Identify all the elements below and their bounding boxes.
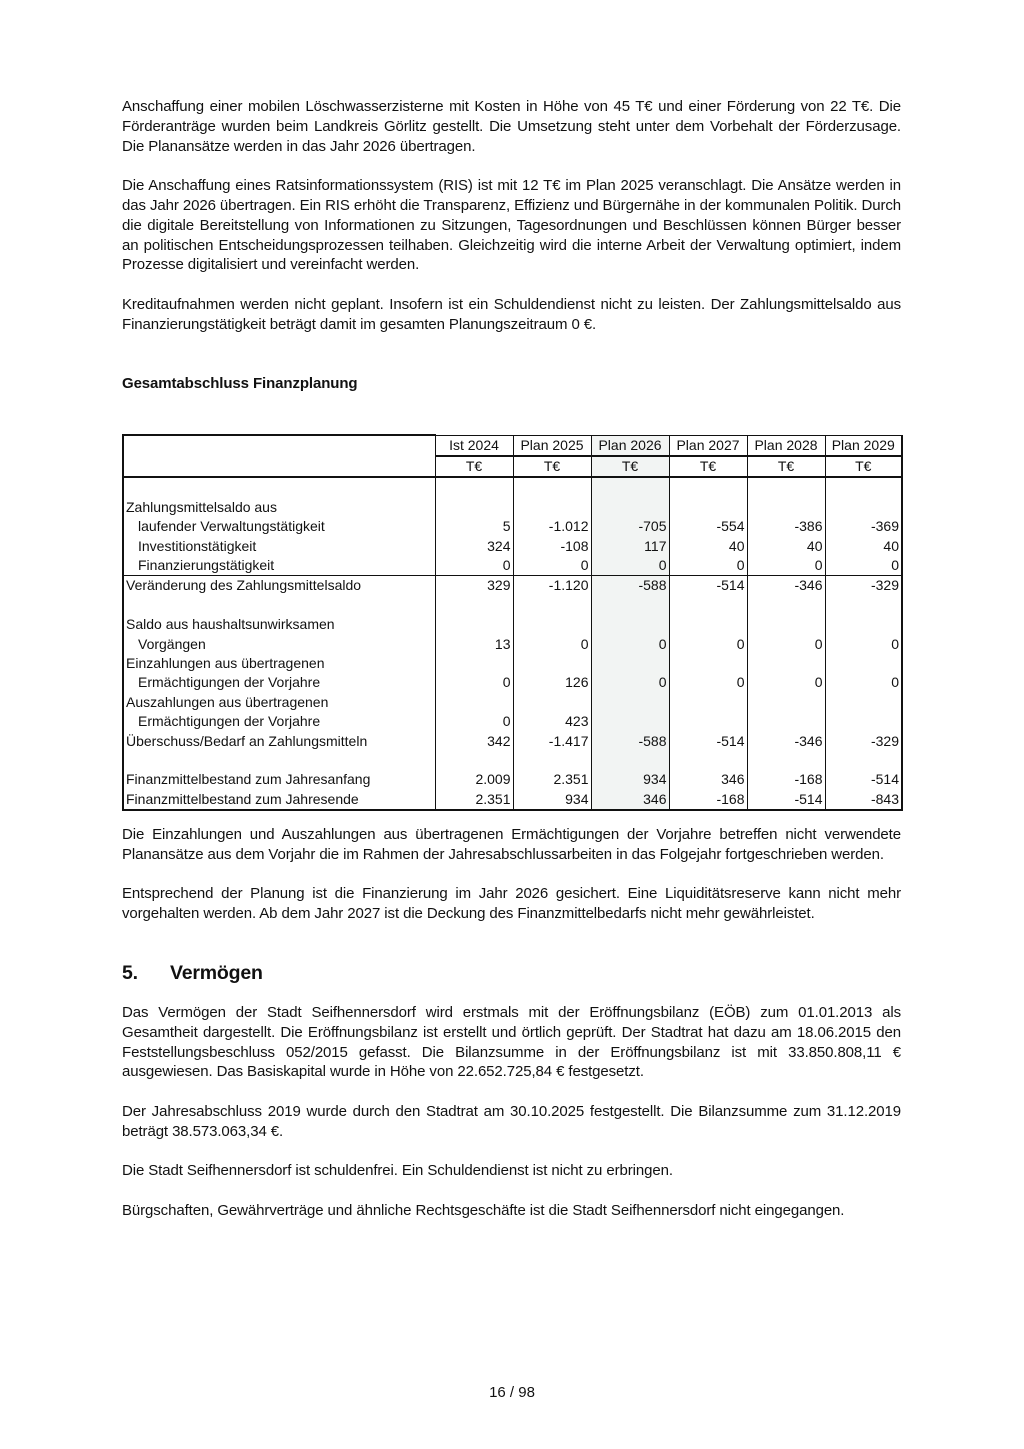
row-label: Finanzmittelbestand zum Jahresende [123, 790, 435, 810]
row-label [123, 596, 435, 615]
paragraph-ermaechtigungen: Die Einzahlungen und Auszahlungen aus übertragenen Ermächtigungen der Vorjahre betreffen nicht verwendete Planansätze aus dem Vorjahr die im Rahmen der Jahresabschlussarbeiten in das Folgejahr fortgeschrieben werden. [122, 826, 901, 863]
value-cell: -329 [825, 576, 902, 596]
value-cell [669, 596, 747, 615]
value-cell: 346 [591, 790, 669, 810]
table-row [123, 635, 902, 654]
unit-cell: T€ [669, 456, 747, 477]
paragraph-eroeffnungsbilanz: Das Vermögen der Stadt Seifhennersdorf wird erstmals mit der Eröffnungsbilanz (EÖB) zum 01.01.2013 als Gesamtheit dargestellt. Die Eröffnungsbilanz ist erstellt und örtlich geprüft. Der Stadtrat hat dazu am 18.06.2015 den Feststellungsbeschluss 052/2015 gefasst. Die Bilanzsumme in der Eröffnungsbilanz ist mit 33.850.808,11 € ausgewiesen. Das Basiskapital wurde in Höhe von 22.652.725,84 € festgesetzt. [122, 1003, 901, 1081]
row-label: Überschuss/Bedarf an Zahlungsmitteln [123, 732, 435, 751]
value-cell: -554 [669, 517, 747, 536]
value-cell [513, 477, 591, 497]
value-cell: 423 [513, 712, 591, 731]
value-cell [825, 751, 902, 770]
value-cell [747, 693, 825, 712]
value-cell [747, 596, 825, 615]
row-label: Veränderung des Zahlungsmittelsaldo [123, 576, 435, 596]
value-cell: 13 [435, 635, 513, 654]
value-cell [591, 498, 669, 517]
value-cell: 2.009 [435, 770, 513, 789]
value-cell [747, 477, 825, 497]
table-row [123, 732, 902, 751]
value-cell: 0 [591, 556, 669, 576]
section-number: 5. [122, 961, 138, 984]
unit-cell: T€ [825, 456, 902, 477]
table-header-row [123, 435, 902, 456]
unit-cell: T€ [747, 456, 825, 477]
value-cell [513, 615, 591, 634]
value-cell [435, 615, 513, 634]
value-cell: 0 [513, 556, 591, 576]
finance-table [122, 434, 903, 811]
value-cell: -588 [591, 732, 669, 751]
value-cell [825, 654, 902, 673]
value-cell [669, 615, 747, 634]
table-row [123, 693, 902, 712]
value-cell [591, 615, 669, 634]
value-cell [669, 751, 747, 770]
table-row [123, 498, 902, 517]
value-cell [669, 654, 747, 673]
value-cell [435, 596, 513, 615]
value-cell: 117 [591, 537, 669, 556]
row-label: Ermächtigungen der Vorjahre [123, 673, 435, 692]
value-cell: 40 [747, 537, 825, 556]
row-label: Investitionstätigkeit [123, 537, 435, 556]
table-unit-row [123, 456, 902, 477]
value-cell: 0 [669, 556, 747, 576]
value-cell: 0 [669, 673, 747, 692]
header-empty-cell [123, 435, 435, 456]
value-cell: 0 [435, 712, 513, 731]
row-label: Finanzierungstätigkeit [123, 556, 435, 576]
value-cell [513, 751, 591, 770]
value-cell [591, 654, 669, 673]
value-cell: 0 [435, 556, 513, 576]
value-cell [513, 498, 591, 517]
value-cell: 40 [825, 537, 902, 556]
row-label: laufender Verwaltungstätigkeit [123, 517, 435, 536]
value-cell [435, 751, 513, 770]
intro-section [122, 97, 901, 392]
value-cell [825, 615, 902, 634]
value-cell [591, 751, 669, 770]
value-cell [747, 751, 825, 770]
table-row [123, 790, 902, 810]
value-cell [513, 654, 591, 673]
value-cell [435, 654, 513, 673]
value-cell: -108 [513, 537, 591, 556]
table-row [123, 537, 902, 556]
value-cell: 2.351 [513, 770, 591, 789]
value-cell [747, 615, 825, 634]
value-cell: 934 [591, 770, 669, 789]
value-cell [591, 712, 669, 731]
value-cell [825, 712, 902, 731]
value-cell: 0 [591, 635, 669, 654]
row-label: Vorgängen [123, 635, 435, 654]
row-label: Saldo aus haushaltsunwirksamen [123, 615, 435, 634]
table-row [123, 770, 902, 789]
section-title: Vermögen [170, 961, 263, 984]
value-cell: -369 [825, 517, 902, 536]
lower-section [122, 825, 901, 1221]
value-cell: 2.351 [435, 790, 513, 810]
row-label [123, 751, 435, 770]
row-label: Einzahlungen aus übertragenen [123, 654, 435, 673]
unit-cell: T€ [435, 456, 513, 477]
table-row [123, 556, 902, 576]
table-row [123, 751, 902, 770]
value-cell: -386 [747, 517, 825, 536]
value-cell: -329 [825, 732, 902, 751]
value-cell: 0 [591, 673, 669, 692]
column-header: Ist 2024 [435, 435, 513, 456]
value-cell [669, 477, 747, 497]
table-row [123, 596, 902, 615]
column-header: Plan 2029 [825, 435, 902, 456]
paragraph-loeschwasser: Anschaffung einer mobilen Löschwasserzisterne mit Kosten in Höhe von 45 T€ und einer Förderung von 22 T€. Die Förderanträge wurden beim Landkreis Görlitz gestellt. Die Umsetzung steht unter dem Vorbehalt der Förderzusage. Die Planansätze werden in das Jahr 2026 übertragen. [122, 98, 901, 155]
value-cell [747, 654, 825, 673]
value-cell: 0 [513, 635, 591, 654]
value-cell: -346 [747, 576, 825, 596]
value-cell [825, 596, 902, 615]
value-cell: -514 [825, 770, 902, 789]
paragraph-buergschaften: Bürgschaften, Gewährverträge und ähnliche Rechtsgeschäfte ist die Stadt Seifhennersdorf nicht eingegangen. [122, 1201, 845, 1219]
section-heading [122, 962, 901, 985]
table-row [123, 517, 902, 536]
table-row [123, 673, 902, 692]
value-cell: -588 [591, 576, 669, 596]
value-cell [747, 498, 825, 517]
value-cell: 40 [669, 537, 747, 556]
value-cell: 0 [747, 556, 825, 576]
value-cell [435, 693, 513, 712]
value-cell: 346 [669, 770, 747, 789]
value-cell: -346 [747, 732, 825, 751]
value-cell: 342 [435, 732, 513, 751]
value-cell [825, 498, 902, 517]
value-cell [591, 477, 669, 497]
paragraph-schuldenfrei: Die Stadt Seifhennersdorf ist schuldenfrei. Ein Schuldendienst ist nicht zu erbringen. [122, 1162, 673, 1180]
table-row [123, 615, 902, 634]
value-cell: -705 [591, 517, 669, 536]
table-row [123, 477, 902, 497]
table-row [123, 576, 902, 596]
row-label: Zahlungsmittelsaldo aus [123, 498, 435, 517]
value-cell [669, 693, 747, 712]
value-cell: -1.417 [513, 732, 591, 751]
value-cell: 0 [747, 635, 825, 654]
value-cell: 329 [435, 576, 513, 596]
column-header: Plan 2028 [747, 435, 825, 456]
value-cell [513, 693, 591, 712]
row-label: Ermächtigungen der Vorjahre [123, 712, 435, 731]
paragraph-kredit: Kreditaufnahmen werden nicht geplant. Insofern ist ein Schuldendienst nicht zu leisten. Der Zahlungsmittelsaldo aus Finanzierungstätigkeit beträgt damit im gesamten Planungszeitraum 0 €. [122, 295, 901, 333]
column-header: Plan 2026 [591, 435, 669, 456]
value-cell: 0 [669, 635, 747, 654]
value-cell [669, 712, 747, 731]
value-cell: 0 [747, 673, 825, 692]
value-cell: -514 [669, 732, 747, 751]
unit-cell: T€ [591, 456, 669, 477]
row-label: Auszahlungen aus übertragenen [123, 693, 435, 712]
unit-empty-cell [123, 456, 435, 477]
paragraph-ris: Die Anschaffung eines Ratsinformationssystem (RIS) ist mit 12 T€ im Plan 2025 veranschlagt. Die Ansätze werden in das Jahr 2026 übertragen. Ein RIS erhöht die Transparenz, Effizienz und Bürgernähe in der kommunalen Politik. Durch die digitale Bereitstellung von Informationen zu Sitzungen, Tagesordnungen und Beschlüssen können Bürger besser an politischen Entscheidungsprozessen teilhaben. Gleichzeitig wird die interne Arbeit der Verwaltung optimiert, indem Prozesse digitalisiert und vereinfacht werden. [122, 177, 901, 274]
value-cell [825, 477, 902, 497]
value-cell [435, 477, 513, 497]
value-cell: -843 [825, 790, 902, 810]
paragraph-jahresabschluss: Der Jahresabschluss 2019 wurde durch den Stadtrat am 30.10.2025 festgestellt. Die Bilanzsumme zum 31.12.2019 beträgt 38.573.063,34 €. [122, 1102, 901, 1140]
row-label [123, 477, 435, 497]
value-cell: -168 [669, 790, 747, 810]
value-cell: -1.120 [513, 576, 591, 596]
table-title: Gesamtabschluss Finanzplanung [122, 374, 358, 392]
value-cell: -514 [747, 790, 825, 810]
unit-cell: T€ [513, 456, 591, 477]
value-cell [747, 712, 825, 731]
value-cell: 934 [513, 790, 591, 810]
value-cell: -1.012 [513, 517, 591, 536]
value-cell: 0 [825, 673, 902, 692]
paragraph-finanzierung: Entsprechend der Planung ist die Finanzierung im Jahr 2026 gesichert. Eine Liquiditätsreserve kann nicht mehr vorgehalten werden. Ab dem Jahr 2027 ist die Deckung des Finanzmittelbedarfs nicht mehr gewährleistet. [122, 885, 901, 923]
value-cell: 0 [825, 556, 902, 576]
value-cell [669, 498, 747, 517]
value-cell: 0 [825, 635, 902, 654]
value-cell: 126 [513, 673, 591, 692]
value-cell: 324 [435, 537, 513, 556]
value-cell [513, 596, 591, 615]
value-cell [435, 498, 513, 517]
table-row [123, 712, 902, 731]
page-indicator: 16 / 98 [489, 1384, 535, 1401]
value-cell [825, 693, 902, 712]
value-cell [591, 693, 669, 712]
value-cell: -168 [747, 770, 825, 789]
value-cell [591, 596, 669, 615]
value-cell: 5 [435, 517, 513, 536]
column-header: Plan 2025 [513, 435, 591, 456]
row-label: Finanzmittelbestand zum Jahresanfang [123, 770, 435, 789]
column-header: Plan 2027 [669, 435, 747, 456]
value-cell: 0 [435, 673, 513, 692]
table-row [123, 654, 902, 673]
value-cell: -514 [669, 576, 747, 596]
